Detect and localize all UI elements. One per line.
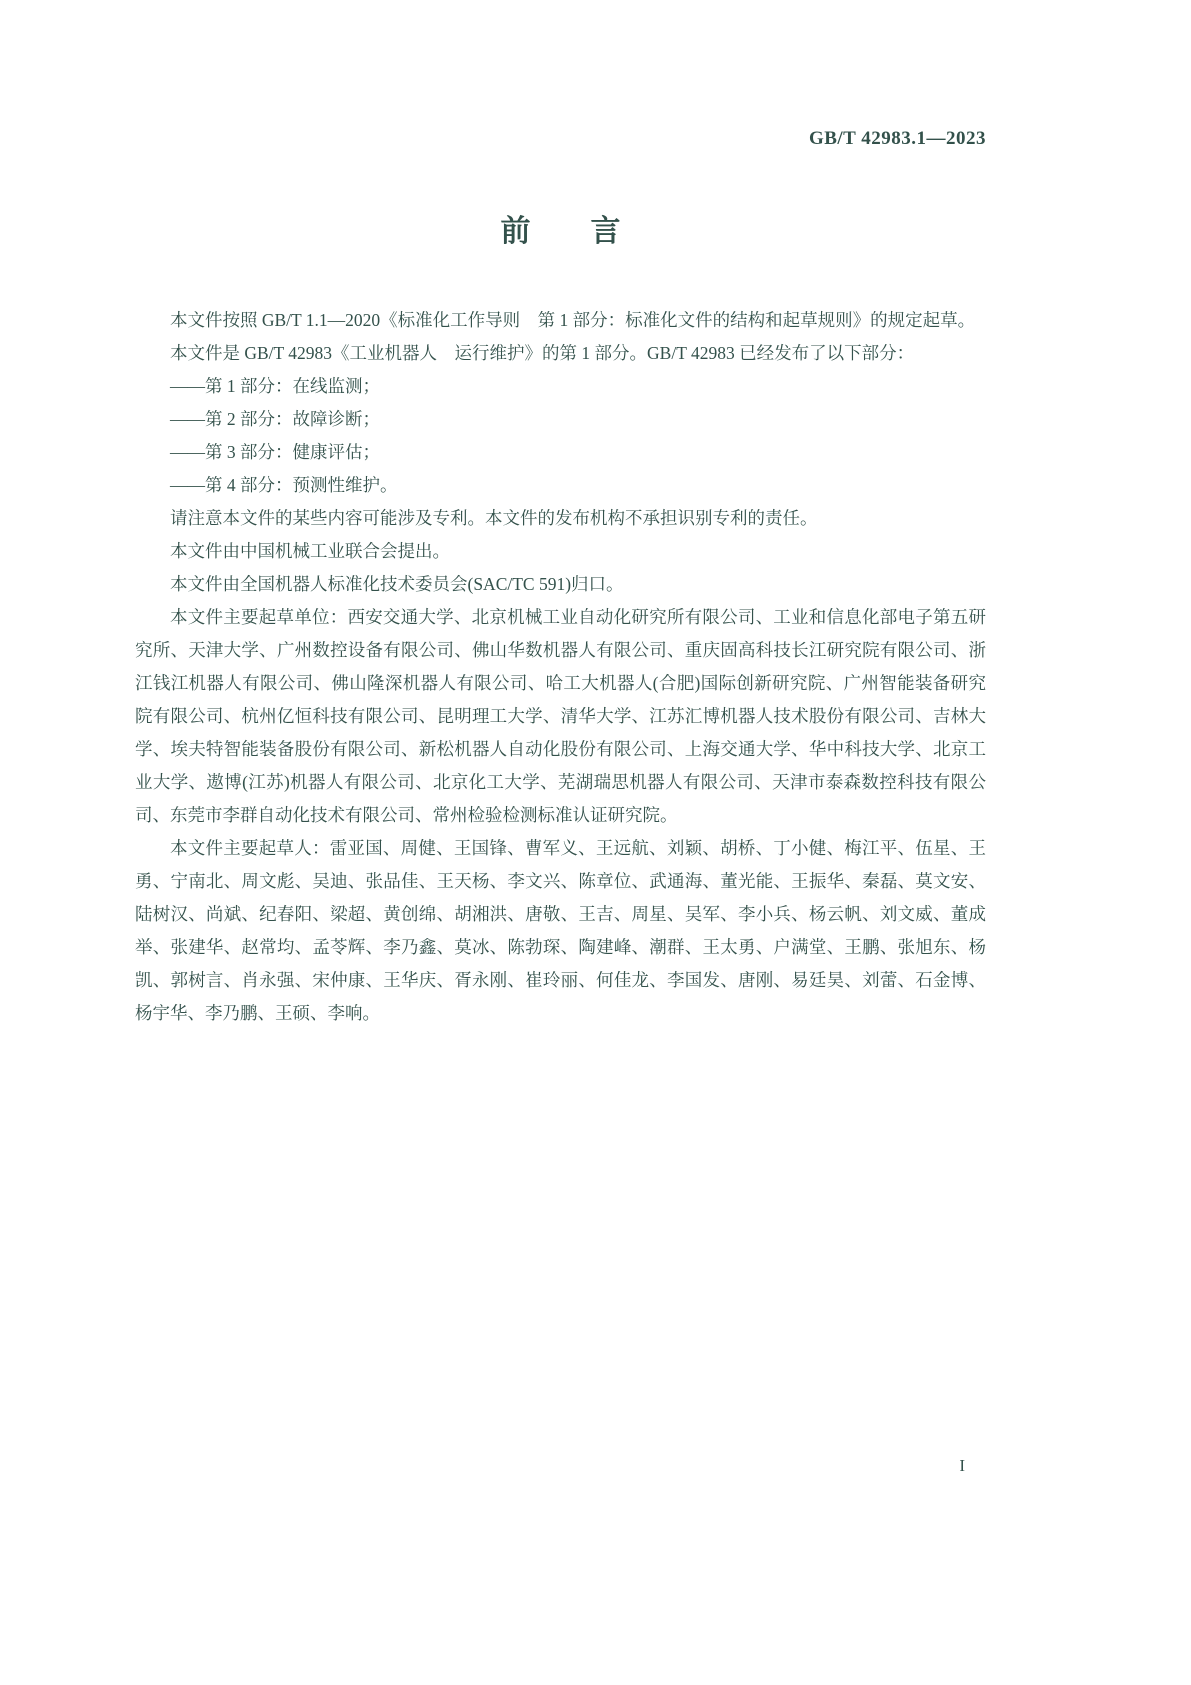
series-part-item: ——第 1 部分：在线监测； [170,376,380,396]
series-intro-paragraph: 本文件是 GB/T 42983《工业机器人 运行维护》的第 1 部分。GB/T 42983 已经发布了以下部分： [170,343,915,363]
proposer-paragraph: 本文件由中国机械工业联合会提出。 [170,541,450,561]
drafters-paragraph: 本文件主要起草人：雷亚国、周健、王国锋、曹军义、王远航、刘颖、胡桥、丁小健、梅江平、伍星、王勇、宁南北、周文彪、吴迪、张品佳、王天杨、李文兴、陈章位、武通海、董光能、王振华、秦磊、莫文安、陆树汉、尚斌、纪春阳、梁超、黄创绵、胡湘洪、唐敬、王吉、周星、吴军、李小兵、杨云帆、刘文威、董成举、张建华、赵常均、孟苓辉、李乃鑫、莫冰、陈勃琛、陶建峰、潮群、王太勇、户满堂、王鹏、张旭东、杨凯、郭树言、肖永强、宋仲康、王华庆、胥永刚、崔玲丽、何佳龙、李国发、唐刚、易廷昊、刘蕾、石金博、杨宇华、李乃鹏、王硕、李响。 [135,838,986,1023]
foreword-body [135,304,986,1030]
page-content [135,0,986,1030]
page-number: I [959,1456,965,1475]
series-part-item: ——第 2 部分：故障诊断； [170,409,380,429]
document-number: GB/T 42983.1—2023 [808,128,986,149]
drafting-organizations-paragraph: 本文件主要起草单位：西安交通大学、北京机械工业自动化研究所有限公司、工业和信息化部电子第五研究所、天津大学、广州数控设备有限公司、佛山华数机器人有限公司、重庆固高科技长江研究院有限公司、浙江钱江机器人有限公司、佛山隆深机器人有限公司、哈工大机器人(合肥)国际创新研究院、广州智能装备研究院有限公司、杭州亿恒科技有限公司、昆明理工大学、清华大学、江苏汇博机器人技术股份有限公司、吉林大学、埃夫特智能装备股份有限公司、新松机器人自动化股份有限公司、上海交通大学、华中科技大学、北京工业大学、遨博(江苏)机器人有限公司、北京化工大学、芜湖瑞思机器人有限公司、天津市泰森数控科技有限公司、东莞市李群自动化技术有限公司、常州检验检测标准认证研究院。 [135,607,986,825]
series-part-item: ——第 4 部分：预测性维护。 [170,475,398,495]
patent-notice-paragraph: 请注意本文件的某些内容可能涉及专利。本文件的发布机构不承担识别专利的责任。 [170,508,818,528]
centralized-body-paragraph: 本文件由全国机器人标准化技术委员会(SAC/TC 591)归口。 [170,574,624,594]
page-title: 前 言 [500,215,621,248]
drafting-basis-paragraph: 本文件按照 GB/T 1.1—2020《标准化工作导则 第 1 部分：标准化文件的结构和起草规则》的规定起草。 [170,310,976,330]
series-part-item: ——第 3 部分：健康评估； [170,442,380,462]
